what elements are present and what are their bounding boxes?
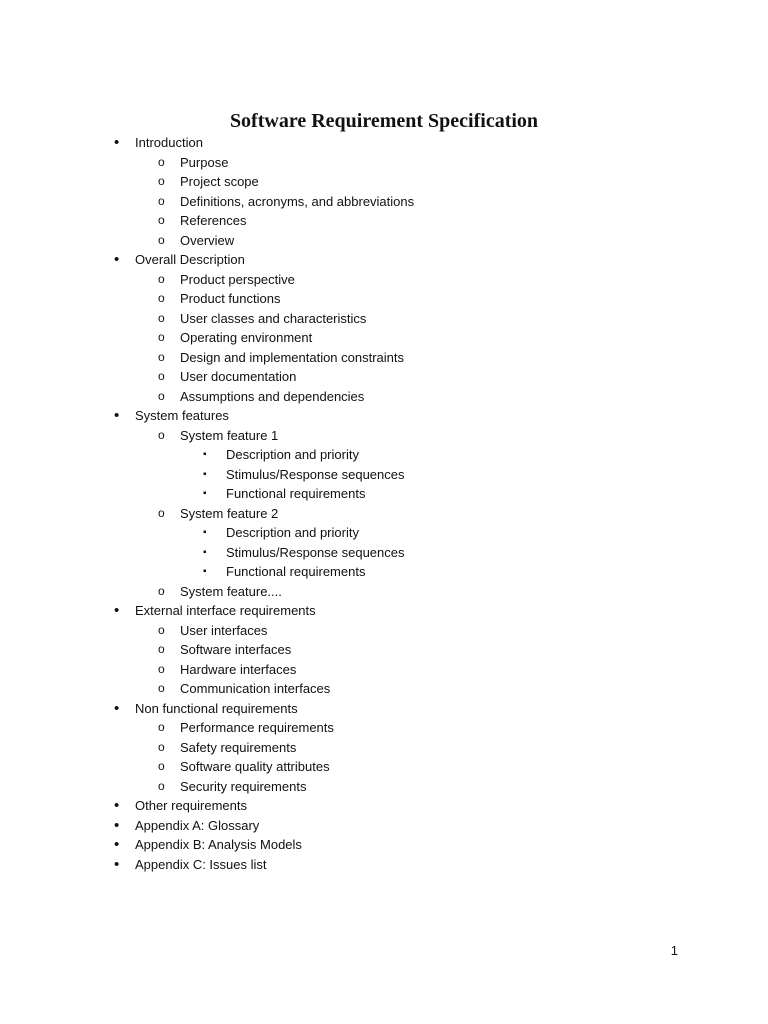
outline-subitem-label: Design and implementation constraints — [180, 349, 405, 365]
bullet-icon: o — [158, 778, 165, 793]
bullet-icon: o — [158, 232, 165, 247]
outline-subitem — [0, 621, 768, 641]
outline-subitem — [0, 679, 768, 699]
outline-subsubitem-label: Description and priority — [226, 525, 359, 540]
outline-subitem — [0, 211, 768, 231]
bullet-icon: o — [158, 388, 165, 403]
page-title: Software Requirement Specification — [229, 110, 539, 132]
bullet-icon: o — [158, 193, 165, 208]
outline-subitem-label: Security requirements — [180, 778, 307, 794]
outline-subitem — [0, 640, 768, 660]
bullet-icon: o — [158, 642, 165, 656]
outline-item — [0, 699, 768, 719]
outline-item — [0, 835, 768, 855]
outline-subitem — [0, 367, 768, 387]
outline-subitem-label: System feature 2 — [180, 505, 279, 521]
outline-subitem-label: System feature 1 — [180, 427, 279, 443]
outline-subitem — [0, 328, 768, 348]
bullet-icon: • — [114, 602, 120, 619]
outline-subitem — [0, 153, 768, 173]
outline-item-label: Overall Description — [135, 252, 245, 267]
outline-subsubitem-label: Functional requirements — [226, 564, 366, 579]
outline-item — [0, 406, 768, 426]
outline-item-label: Appendix A: Glossary — [135, 817, 260, 833]
outline-subitem-label: Operating environment — [180, 330, 313, 345]
outline-subsubitem — [0, 465, 768, 485]
outline-subitem-label: User documentation — [180, 369, 297, 384]
outline-subitem — [0, 582, 768, 602]
outline-subsubitem — [0, 562, 768, 582]
outline-item — [0, 855, 768, 875]
outline-subitem — [0, 660, 768, 680]
bullet-icon: ▪ — [203, 527, 207, 538]
outline-subitem-label: Hardware interfaces — [180, 661, 297, 677]
bullet-icon: o — [158, 369, 165, 383]
outline-subitem-label: Communication interfaces — [180, 681, 331, 696]
outline-subitem-label: Purpose — [180, 154, 229, 170]
outline-item — [0, 250, 768, 270]
outline-subitem-label: Definitions, acronyms, and abbreviations — [180, 193, 415, 209]
outline-subitem-label: Software quality attributes — [180, 759, 330, 774]
outline-subitem-label: User classes and characteristics — [180, 310, 367, 326]
bullet-icon: • — [114, 134, 120, 151]
bullet-icon: o — [158, 661, 165, 676]
outline-item — [0, 133, 768, 153]
bullet-icon: o — [158, 154, 165, 169]
outline-item-label: External interface requirements — [135, 603, 316, 618]
outline-subitem — [0, 270, 768, 290]
outline-subitem — [0, 309, 768, 329]
outline-list — [0, 133, 768, 874]
bullet-icon: o — [158, 681, 165, 695]
bullet-icon: o — [158, 291, 165, 305]
bullet-icon: ▪ — [203, 468, 207, 480]
outline-item-label: System features — [135, 408, 229, 423]
outline-item-label: Non functional requirements — [135, 700, 298, 716]
bullet-icon: o — [158, 271, 165, 286]
bullet-icon: ▪ — [203, 488, 207, 499]
outline-subitem — [0, 387, 768, 407]
outline-subitem — [0, 504, 768, 524]
bullet-icon: • — [114, 251, 120, 268]
outline-subsubitem-label: Stimulus/Response sequences — [226, 466, 405, 482]
bullet-icon: ▪ — [203, 546, 207, 558]
outline-subitem — [0, 738, 768, 758]
bullet-icon: o — [158, 310, 165, 325]
bullet-icon: o — [158, 213, 165, 227]
outline-subsubitem-label: Stimulus/Response sequences — [226, 544, 405, 560]
bullet-icon: o — [158, 759, 165, 773]
outline-subitem-label: Assumptions and dependencies — [180, 388, 365, 404]
bullet-icon: • — [114, 699, 120, 717]
outline-item-label: Introduction — [135, 135, 203, 150]
bullet-icon: o — [158, 720, 165, 734]
page-number: 1 — [670, 943, 678, 958]
outline-item-label: Other requirements — [135, 798, 247, 813]
outline-subitem-label: Project scope — [180, 174, 259, 189]
outline-subitem — [0, 289, 768, 309]
bullet-icon: o — [158, 583, 165, 598]
outline-item — [0, 796, 768, 816]
bullet-icon: ▪ — [203, 566, 207, 577]
bullet-icon: • — [114, 797, 120, 814]
outline-item-label: Appendix C: Issues list — [135, 856, 267, 872]
bullet-icon: o — [158, 622, 165, 637]
bullet-icon: • — [114, 816, 120, 834]
outline-subitem-label: Product perspective — [180, 271, 295, 287]
bullet-icon: ▪ — [203, 449, 207, 460]
outline-item-label: Appendix B: Analysis Models — [135, 837, 302, 852]
outline-subitem-label: User interfaces — [180, 622, 268, 638]
bullet-icon: • — [114, 407, 120, 424]
outline-subitem — [0, 231, 768, 251]
outline-subitem — [0, 348, 768, 368]
outline-subitem — [0, 172, 768, 192]
outline-subitem — [0, 757, 768, 777]
outline-subitem-label: Product functions — [180, 291, 281, 306]
outline-subitem-label: Safety requirements — [180, 739, 297, 755]
outline-subsubitem — [0, 445, 768, 465]
outline-subitem-label: Performance requirements — [180, 720, 334, 735]
outline-subitem — [0, 192, 768, 212]
outline-subsubitem-label: Description and priority — [226, 447, 359, 462]
bullet-icon: • — [114, 855, 120, 873]
outline-item — [0, 601, 768, 621]
bullet-icon: o — [158, 349, 165, 364]
outline-subitem-label: System feature.... — [180, 583, 282, 599]
bullet-icon: o — [158, 505, 165, 520]
outline-subitem — [0, 426, 768, 446]
bullet-icon: o — [158, 330, 165, 344]
bullet-icon: o — [158, 739, 165, 754]
bullet-icon: o — [158, 174, 165, 188]
outline-subitem-label: Overview — [180, 232, 235, 248]
outline-subitem-label: References — [180, 213, 247, 228]
bullet-icon: • — [114, 836, 120, 853]
outline-subitem — [0, 718, 768, 738]
outline-subitem — [0, 777, 768, 797]
outline-subsubitem — [0, 543, 768, 563]
outline-subsubitem — [0, 523, 768, 543]
outline-subsubitem — [0, 484, 768, 504]
bullet-icon: o — [158, 427, 165, 442]
outline-item — [0, 816, 768, 836]
outline-subitem-label: Software interfaces — [180, 642, 292, 657]
outline-subsubitem-label: Functional requirements — [226, 486, 366, 501]
